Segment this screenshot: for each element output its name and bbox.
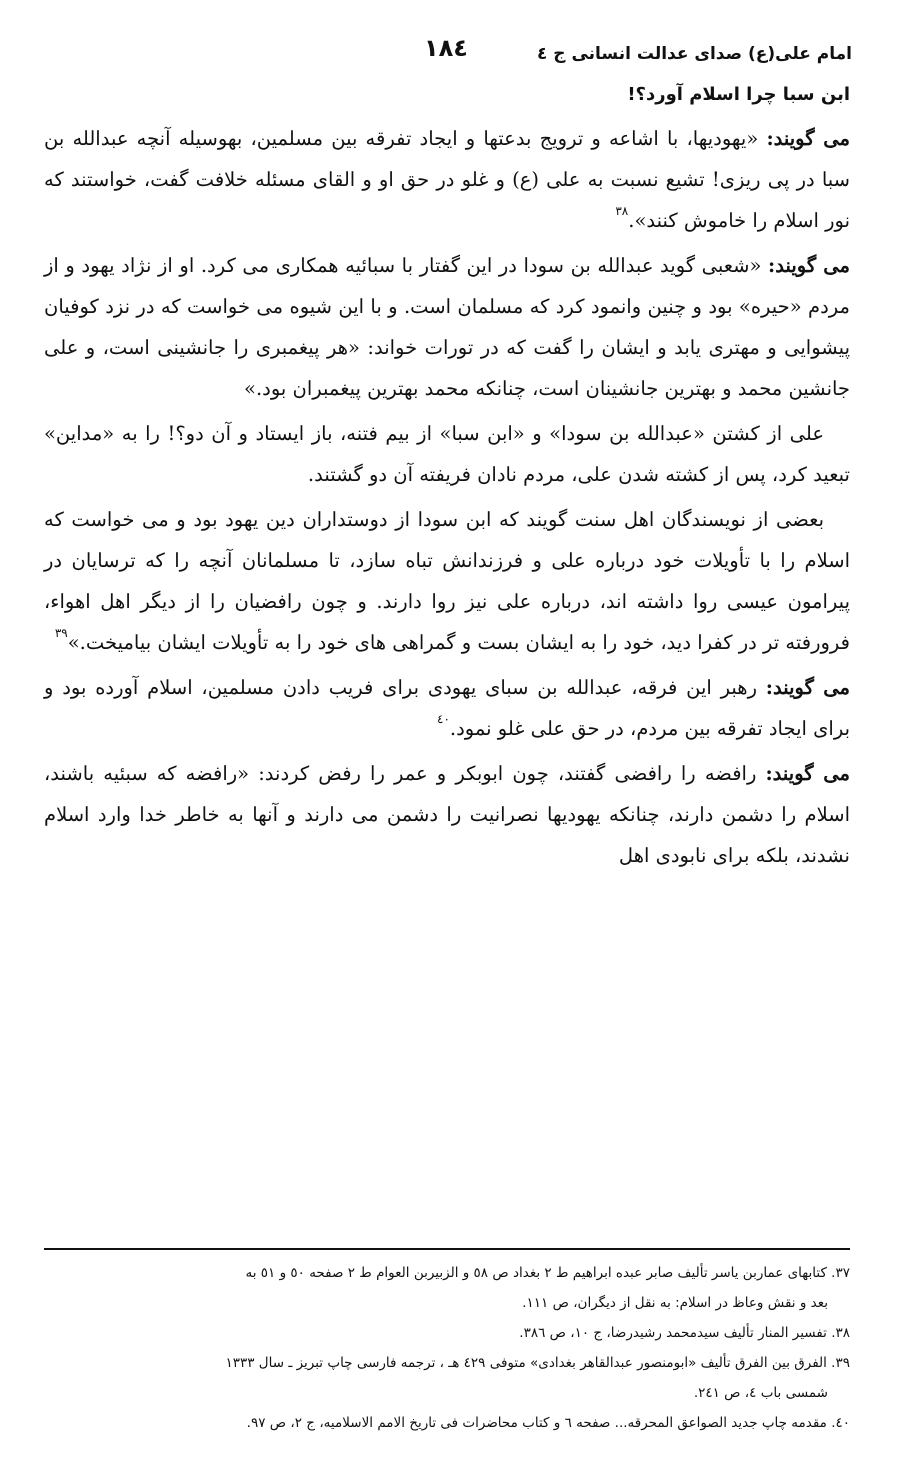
footnote-ref: ٤٠ bbox=[437, 712, 450, 726]
paragraph-text: «شعبی گوید عبدالله بن سودا در این گفتار با سبائیه همکاری می کرد. او از نژاد یهود و از مردم «حیره» بود و چنین وانمود کرد که مسلمان است. و با این شیوه می خواست که در نزد کوفیان پیشوایی و مهتری یابد و ایشان را گفت که در تورات خواند: «هر پیغمبری را جانشینی است، و علی جانشین محمد و بهترین جانشینان است، چنانکه محمد بهترین پیغمبران بود.» bbox=[44, 254, 850, 400]
footnote-continuation: بعد و نقش وعاظ در اسلام: به نقل از دیگران، ص ١١١. bbox=[522, 1295, 828, 1311]
footnote: ٣٩. الفرق بین الفرق تألیف «ابومنصور عبدالقاهر بغدادی» متوفی ٤٢٩ هـ ، ترجمه فارسی چاپ تبریز ـ سال ١٣٣٣ bbox=[225, 1355, 850, 1371]
speaker-label: می گویند: bbox=[768, 254, 850, 277]
page-number: ١٨٤ bbox=[424, 34, 468, 62]
paragraph-text: رافضه را رافضی گفتند، چون ابوبکر و عمر را رفض کردند: «رافضه که سبئیه باشند، اسلام را دشمن دارند، چنانکه یهودیها نصرانیت را دشمن می دارند و آنها به خاطر خدا وارد اسلام نشدند، بلکه برای نابودی اهل bbox=[44, 762, 850, 867]
section-heading: ابن سبا چرا اسلام آورد؟! bbox=[627, 84, 850, 105]
paragraph-text: «یهودیها، با اشاعه و ترویج بدعتها و ایجاد تفرقه بین مسلمین، بهوسیله آنچه عبدالله بن سبا در پی ریزی! تشیع نسبت به علی (ع) و غلو در حق او و القای مسئله خلافت گفت، خواستند که نور اسلام را خاموش کنند». bbox=[44, 127, 850, 232]
speaker-label: می گویند: bbox=[765, 762, 850, 785]
paragraph-text: رهبر این فرقه، عبدالله بن سبای یهودی برای فریب دادن مسلمین، اسلام آورده بود و برای ایجاد تفرقه بین مردم، در حق علی غلو نمود. bbox=[44, 676, 850, 740]
footnote: ٣٨. تفسیر المنار تألیف سیدمحمد رشیدرضا، ج ١٠، ص ٣٨٦. bbox=[519, 1325, 850, 1341]
body-text bbox=[44, 118, 850, 880]
speaker-label: می گویند: bbox=[766, 127, 850, 150]
paragraph bbox=[44, 753, 850, 876]
footnote-ref: ٣٩ bbox=[54, 626, 68, 640]
footnote: ٣٧. کتابهای عماربن یاسر تألیف صابر عبده ابراهیم ط ٢ بغداد ص ٥٨ و الزبیربن العوام ط ٢ صفحه ٥٠ و ٥١ به bbox=[245, 1265, 850, 1281]
footnote-divider bbox=[44, 1248, 850, 1250]
footnote: ٤٠. مقدمه چاپ جدید الصواعق المحرقه... صفحه ٦ و کتاب محاضرات فی تاریخ الامم الاسلامیه، ج ٢، ص ٩٧. bbox=[246, 1415, 850, 1431]
paragraph bbox=[44, 499, 850, 663]
footnote-continuation: شمسی باب ٤، ص ٢٤١. bbox=[693, 1385, 828, 1401]
footnote-ref: ٣٨ bbox=[615, 204, 629, 218]
speaker-label: می گویند: bbox=[765, 676, 850, 699]
paragraph-text: علی از کشتن «عبدالله بن سودا» و «ابن سبا» از بیم فتنه، باز ایستاد و آن دو؟! را به «مداین» تبعید کرد، پس از کشته شدن علی، مردم نادان فریفته آن دو گشتند. bbox=[44, 422, 850, 486]
footnotes bbox=[44, 1258, 850, 1438]
paragraph bbox=[44, 667, 850, 749]
paragraph bbox=[44, 245, 850, 409]
paragraph bbox=[44, 118, 850, 241]
paragraph-text: بعضی از نویسندگان اهل سنت گویند که ابن سودا از دوستداران دین یهود بود و می خواست که اسلام را با تأویلات خود درباره علی و فرزندانش تباه سازد، تا مسلمانان آنچه را که ترسایان در پیرامون عیسی روا داشته اند، درباره علی نیز روا دارند. و چون رافضیان را از دیگر اهل اهواء، فرورفته تر در کفرا دید، خود را به ایشان بست و گمراهی های خود را به تأویلات ایشان بیامیخت.» bbox=[44, 508, 850, 654]
page-header bbox=[44, 34, 856, 78]
running-title: امام علی(ع) صدای عدالت انسانی ج ٤ bbox=[536, 44, 852, 64]
paragraph bbox=[44, 413, 850, 495]
